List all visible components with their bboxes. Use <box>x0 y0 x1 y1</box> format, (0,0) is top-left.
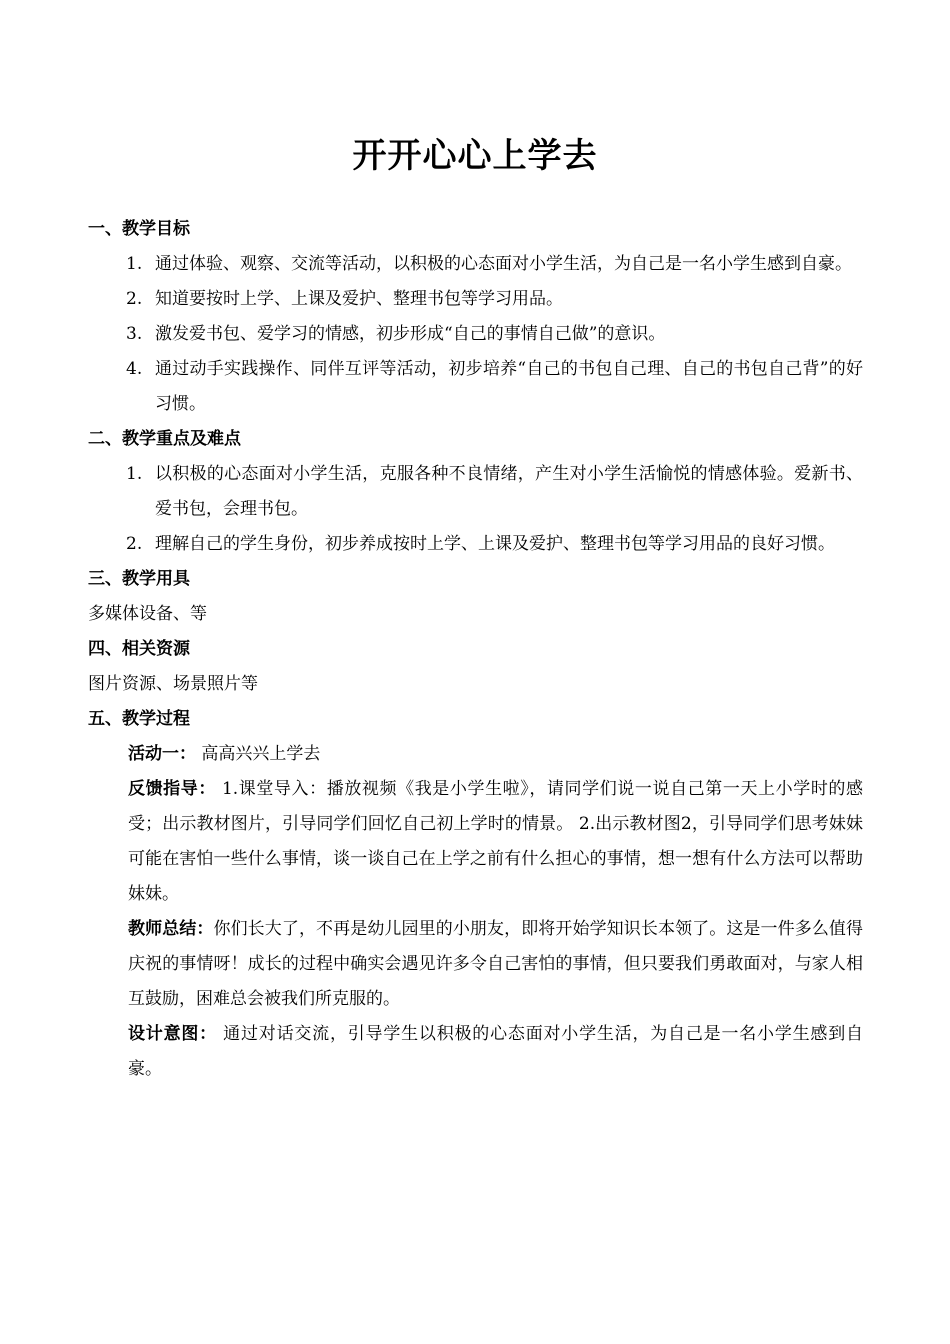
intent-text: 通过对话交流，引导学生以积极的心态面对小学生活，为自己是一名小学生感到自豪。 <box>128 1024 864 1079</box>
list-text: 通过动手实践操作、同伴互评等活动，初步培养“自己的书包自己理、自己的书包自己背”的好习惯。 <box>155 359 863 414</box>
feedback-label: 反馈指导： <box>128 779 216 799</box>
section-heading-tools: 三、教学用具 <box>88 569 190 589</box>
list-item <box>88 282 863 317</box>
feedback-text: 1.课堂导入：播放视频《我是小学生啦》，请同学们说一说自己第一天上小学时的感受；出示教材图片，引导同学们回忆自己初上学时的情景。 2.出示教材图2，引导同学们思考妹妹可能在害怕一些什么事情，谈一谈自己在上学之前有什么担心的事情，想一想有什么方法可以帮助妹妹。 <box>128 779 864 904</box>
list-text: 激发爱书包、爱学习的情感，初步形成“自己的事情自己做”的意识。 <box>155 324 666 344</box>
section-heading-resources: 四、相关资源 <box>88 639 190 659</box>
list-item <box>88 247 863 282</box>
list-number: 4. <box>126 359 143 379</box>
document-title: 开开心心上学去 <box>352 136 598 176</box>
list-item <box>88 527 863 562</box>
section-heading-process: 五、教学过程 <box>88 709 190 729</box>
list-number: 2. <box>126 534 143 554</box>
activity-text: 高高兴兴上学去 <box>196 744 321 764</box>
list-text: 以积极的心态面对小学生活，克服各种不良情绪，产生对小学生活愉悦的情感体验。爱新书、爱书包，会理书包。 <box>155 464 863 519</box>
list-item <box>88 457 863 527</box>
objectives-list <box>88 247 863 422</box>
section-heading-key-points: 二、教学重点及难点 <box>88 429 241 449</box>
intent-paragraph <box>88 1017 863 1087</box>
activity-label: 活动一： <box>128 744 196 764</box>
activity-paragraph <box>88 737 863 772</box>
summary-paragraph <box>88 912 863 1017</box>
list-text: 理解自己的学生身份，初步养成按时上学、上课及爱护、整理书包等学习用品的良好习惯。 <box>155 534 835 554</box>
list-number: 1. <box>126 254 143 274</box>
section-heading-objectives: 一、教学目标 <box>88 219 190 239</box>
list-item <box>88 352 863 422</box>
key-points-list <box>88 457 863 562</box>
summary-text: 你们长大了，不再是幼儿园里的小朋友，即将开始学知识长本领了。这是一件多么值得庆祝的事情呀！成长的过程中确实会遇见许多令自己害怕的事情，但只要我们勇敢面对，与家人相互鼓励，困难总会被我们所克服的。 <box>128 919 864 1009</box>
list-text: 通过体验、观察、交流等活动，以积极的心态面对小学生活，为自己是一名小学生感到自豪。 <box>155 254 852 274</box>
list-number: 1. <box>126 464 143 484</box>
feedback-paragraph <box>88 772 863 912</box>
list-number: 3. <box>126 324 143 344</box>
list-item <box>88 317 863 352</box>
resources-text: 图片资源、场景照片等 <box>88 674 258 694</box>
list-number: 2. <box>126 289 143 309</box>
summary-label: 教师总结： <box>128 919 214 939</box>
intent-label: 设计意图： <box>128 1024 217 1044</box>
tools-text: 多媒体设备、等 <box>88 604 207 624</box>
document-body <box>88 212 863 1087</box>
list-text: 知道要按时上学、上课及爱护、整理书包等学习用品。 <box>155 289 563 309</box>
